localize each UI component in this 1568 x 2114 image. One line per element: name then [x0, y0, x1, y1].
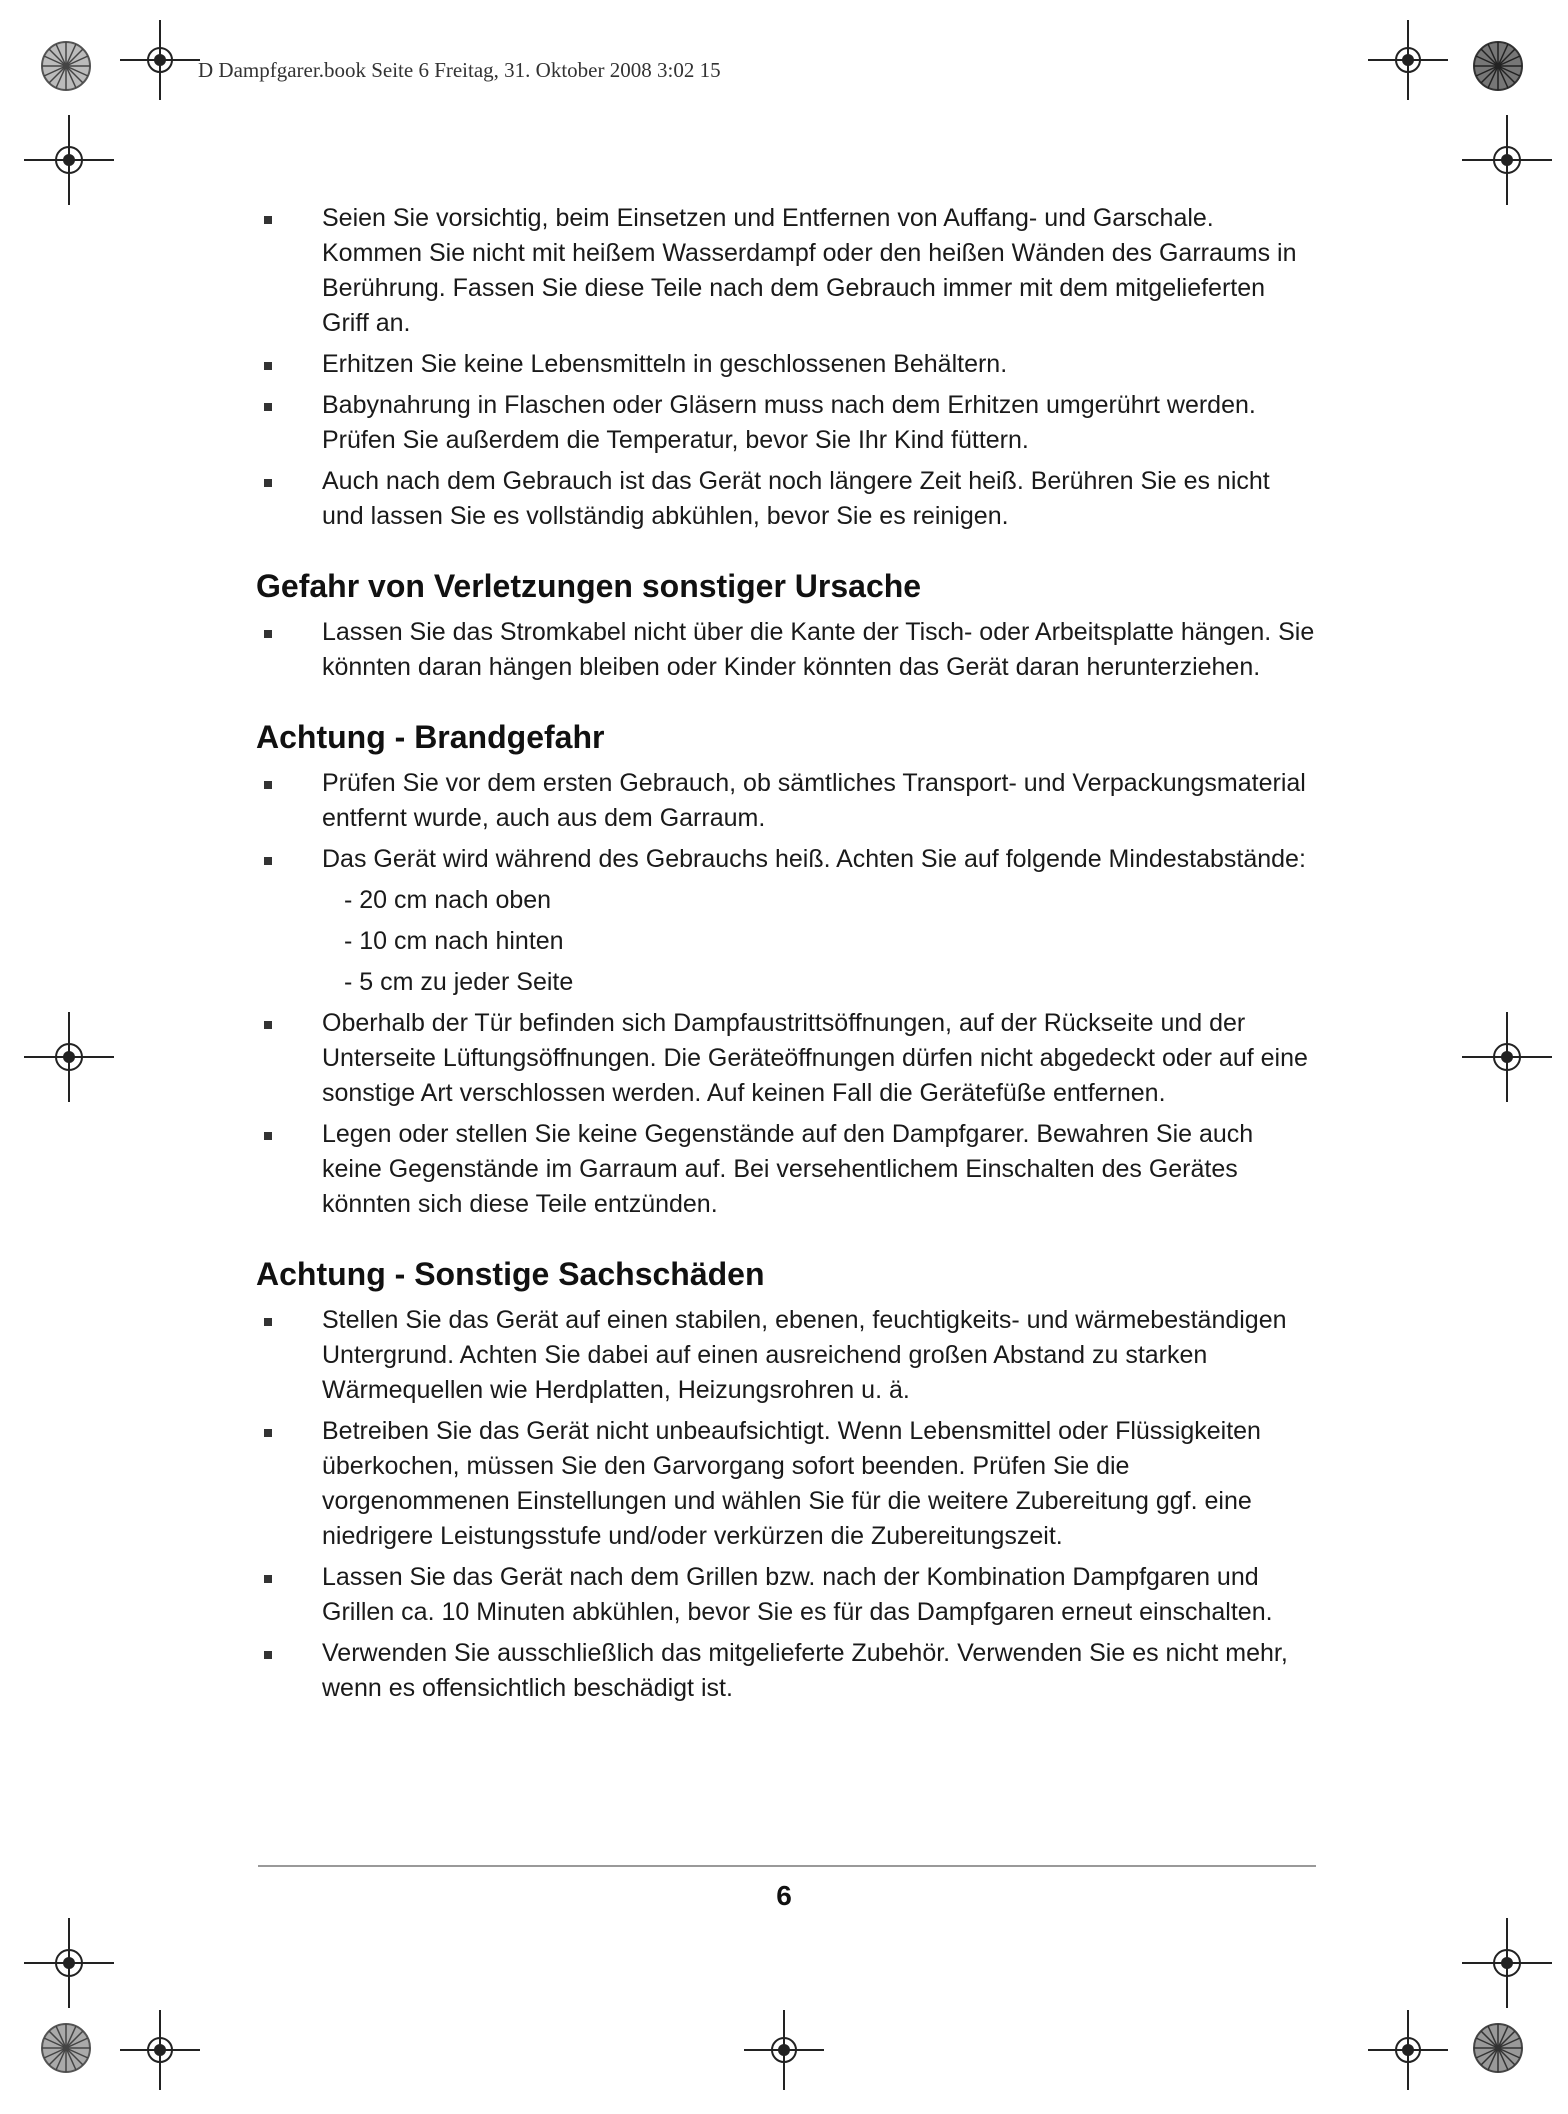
- distance-line: - 10 cm nach hinten: [344, 927, 564, 955]
- list-item: Babynahrung in Flaschen oder Gläsern muss nach dem Erhitzen umgerührt werden. Prüfen Sie außerdem die Temperatur, bevor Sie Ihr Kind füttern.: [258, 388, 1318, 458]
- registration-rosette-icon: [1472, 40, 1524, 92]
- section-title: Achtung - Brandgefahr: [256, 719, 605, 755]
- distance-line: - 5 cm zu jeder Seite: [344, 968, 574, 996]
- list-item: Stellen Sie das Gerät auf einen stabilen, ebenen, feuchtigkeits- und wärmebeständigen Untergrund. Achten Sie dabei auf einen ausreichend großen Abstand zu starken Wärmequellen wie Herdplatten, Heizungsrohren u. ä.: [258, 1303, 1318, 1408]
- list-item: Lassen Sie das Gerät nach dem Grillen bzw. nach der Kombination Dampfgaren und Grillen ca. 10 Minuten abkühlen, bevor Sie es für das Dampfgaren erneut einschalten.: [258, 1560, 1318, 1630]
- list-item: Legen oder stellen Sie keine Gegenstände auf den Dampfgarer. Bewahren Sie auch keine Gegenstände im Garraum auf. Bei versehentlichem Einschalten des Gerätes könnten sich diese Teile entzünden.: [258, 1117, 1318, 1222]
- list-item: Auch nach dem Gebrauch ist das Gerät noch längere Zeit heiß. Berühren Sie es nicht und lassen Sie es vollständig abkühlen, bevor Sie es reinigen.: [258, 464, 1318, 534]
- registration-rosette-icon: [40, 40, 92, 92]
- footer-divider: [258, 1865, 1316, 1867]
- crosshair-icon: [1462, 115, 1552, 205]
- crosshair-icon: [24, 1012, 114, 1102]
- print-header: D Dampfgarer.book Seite 6 Freitag, 31. Oktober 2008 3:02 15: [198, 58, 721, 82]
- section-title: Gefahr von Verletzungen sonstiger Ursache: [256, 568, 922, 604]
- list-item: Seien Sie vorsichtig, beim Einsetzen und Entfernen von Auffang- und Garschale. Kommen Sie nicht mit heißem Wasserdampf oder den heißen Wänden des Garraums in Berührung. Fassen Sie diese Teile nach dem Gebrauch immer mit dem mitgelieferten Griff an.: [258, 201, 1318, 341]
- list-item: Prüfen Sie vor dem ersten Gebrauch, ob sämtliches Transport- und Verpackungsmaterial entfernt wurde, auch aus dem Garraum.: [258, 766, 1318, 836]
- list-item: Betreiben Sie das Gerät nicht unbeaufsichtigt. Wenn Lebensmittel oder Flüssigkeiten überkochen, müssen Sie den Garvorgang sofort beenden. Prüfen Sie die vorgenommenen Einstellungen und wählen Sie für die weitere Zubereitung ggf. eine niedrigere Leistungsstufe und/oder verkürzen die Zubereitungszeit.: [258, 1414, 1318, 1554]
- page-number: 6: [776, 1880, 792, 1911]
- crosshair-icon: [1368, 20, 1448, 100]
- section-title: Achtung - Sonstige Sachschäden: [256, 1256, 765, 1292]
- registration-rosette-icon: [40, 2022, 92, 2074]
- list-item: Oberhalb der Tür befinden sich Dampfaustrittsöffnungen, auf der Rückseite und der Unterseite Lüftungsöffnungen. Die Geräteöffnungen dürfen nicht abgedeckt oder auf eine sonstige Art verschlossen werden. Auf keinen Fall die Gerätefüße entfernen.: [258, 1006, 1318, 1111]
- crosshair-icon: [24, 1918, 114, 2008]
- crosshair-icon: [1462, 1012, 1552, 1102]
- crosshair-icon: [24, 115, 114, 205]
- crosshair-icon: [120, 2010, 200, 2090]
- crosshair-icon: [744, 2010, 824, 2090]
- page-content: [258, 195, 1318, 1712]
- list-item: Verwenden Sie ausschließlich das mitgelieferte Zubehör. Verwenden Sie es nicht mehr, wenn es offensichtlich beschädigt ist.: [258, 1636, 1318, 1706]
- list-item: Erhitzen Sie keine Lebensmitteln in geschlossenen Behältern.: [258, 347, 1318, 382]
- crosshair-icon: [1368, 2010, 1448, 2090]
- crosshair-icon: [1462, 1918, 1552, 2008]
- list-item: Lassen Sie das Stromkabel nicht über die Kante der Tisch- oder Arbeitsplatte hängen. Sie könnten daran hängen bleiben oder Kinder könnten das Gerät daran herunterziehen.: [258, 615, 1318, 685]
- distance-line: - 20 cm nach oben: [344, 886, 552, 914]
- list-item: Das Gerät wird während des Gebrauchs heiß. Achten Sie auf folgende Mindestabstände:: [258, 842, 1318, 877]
- crosshair-icon: [120, 20, 200, 100]
- registration-rosette-icon: [1472, 2022, 1524, 2074]
